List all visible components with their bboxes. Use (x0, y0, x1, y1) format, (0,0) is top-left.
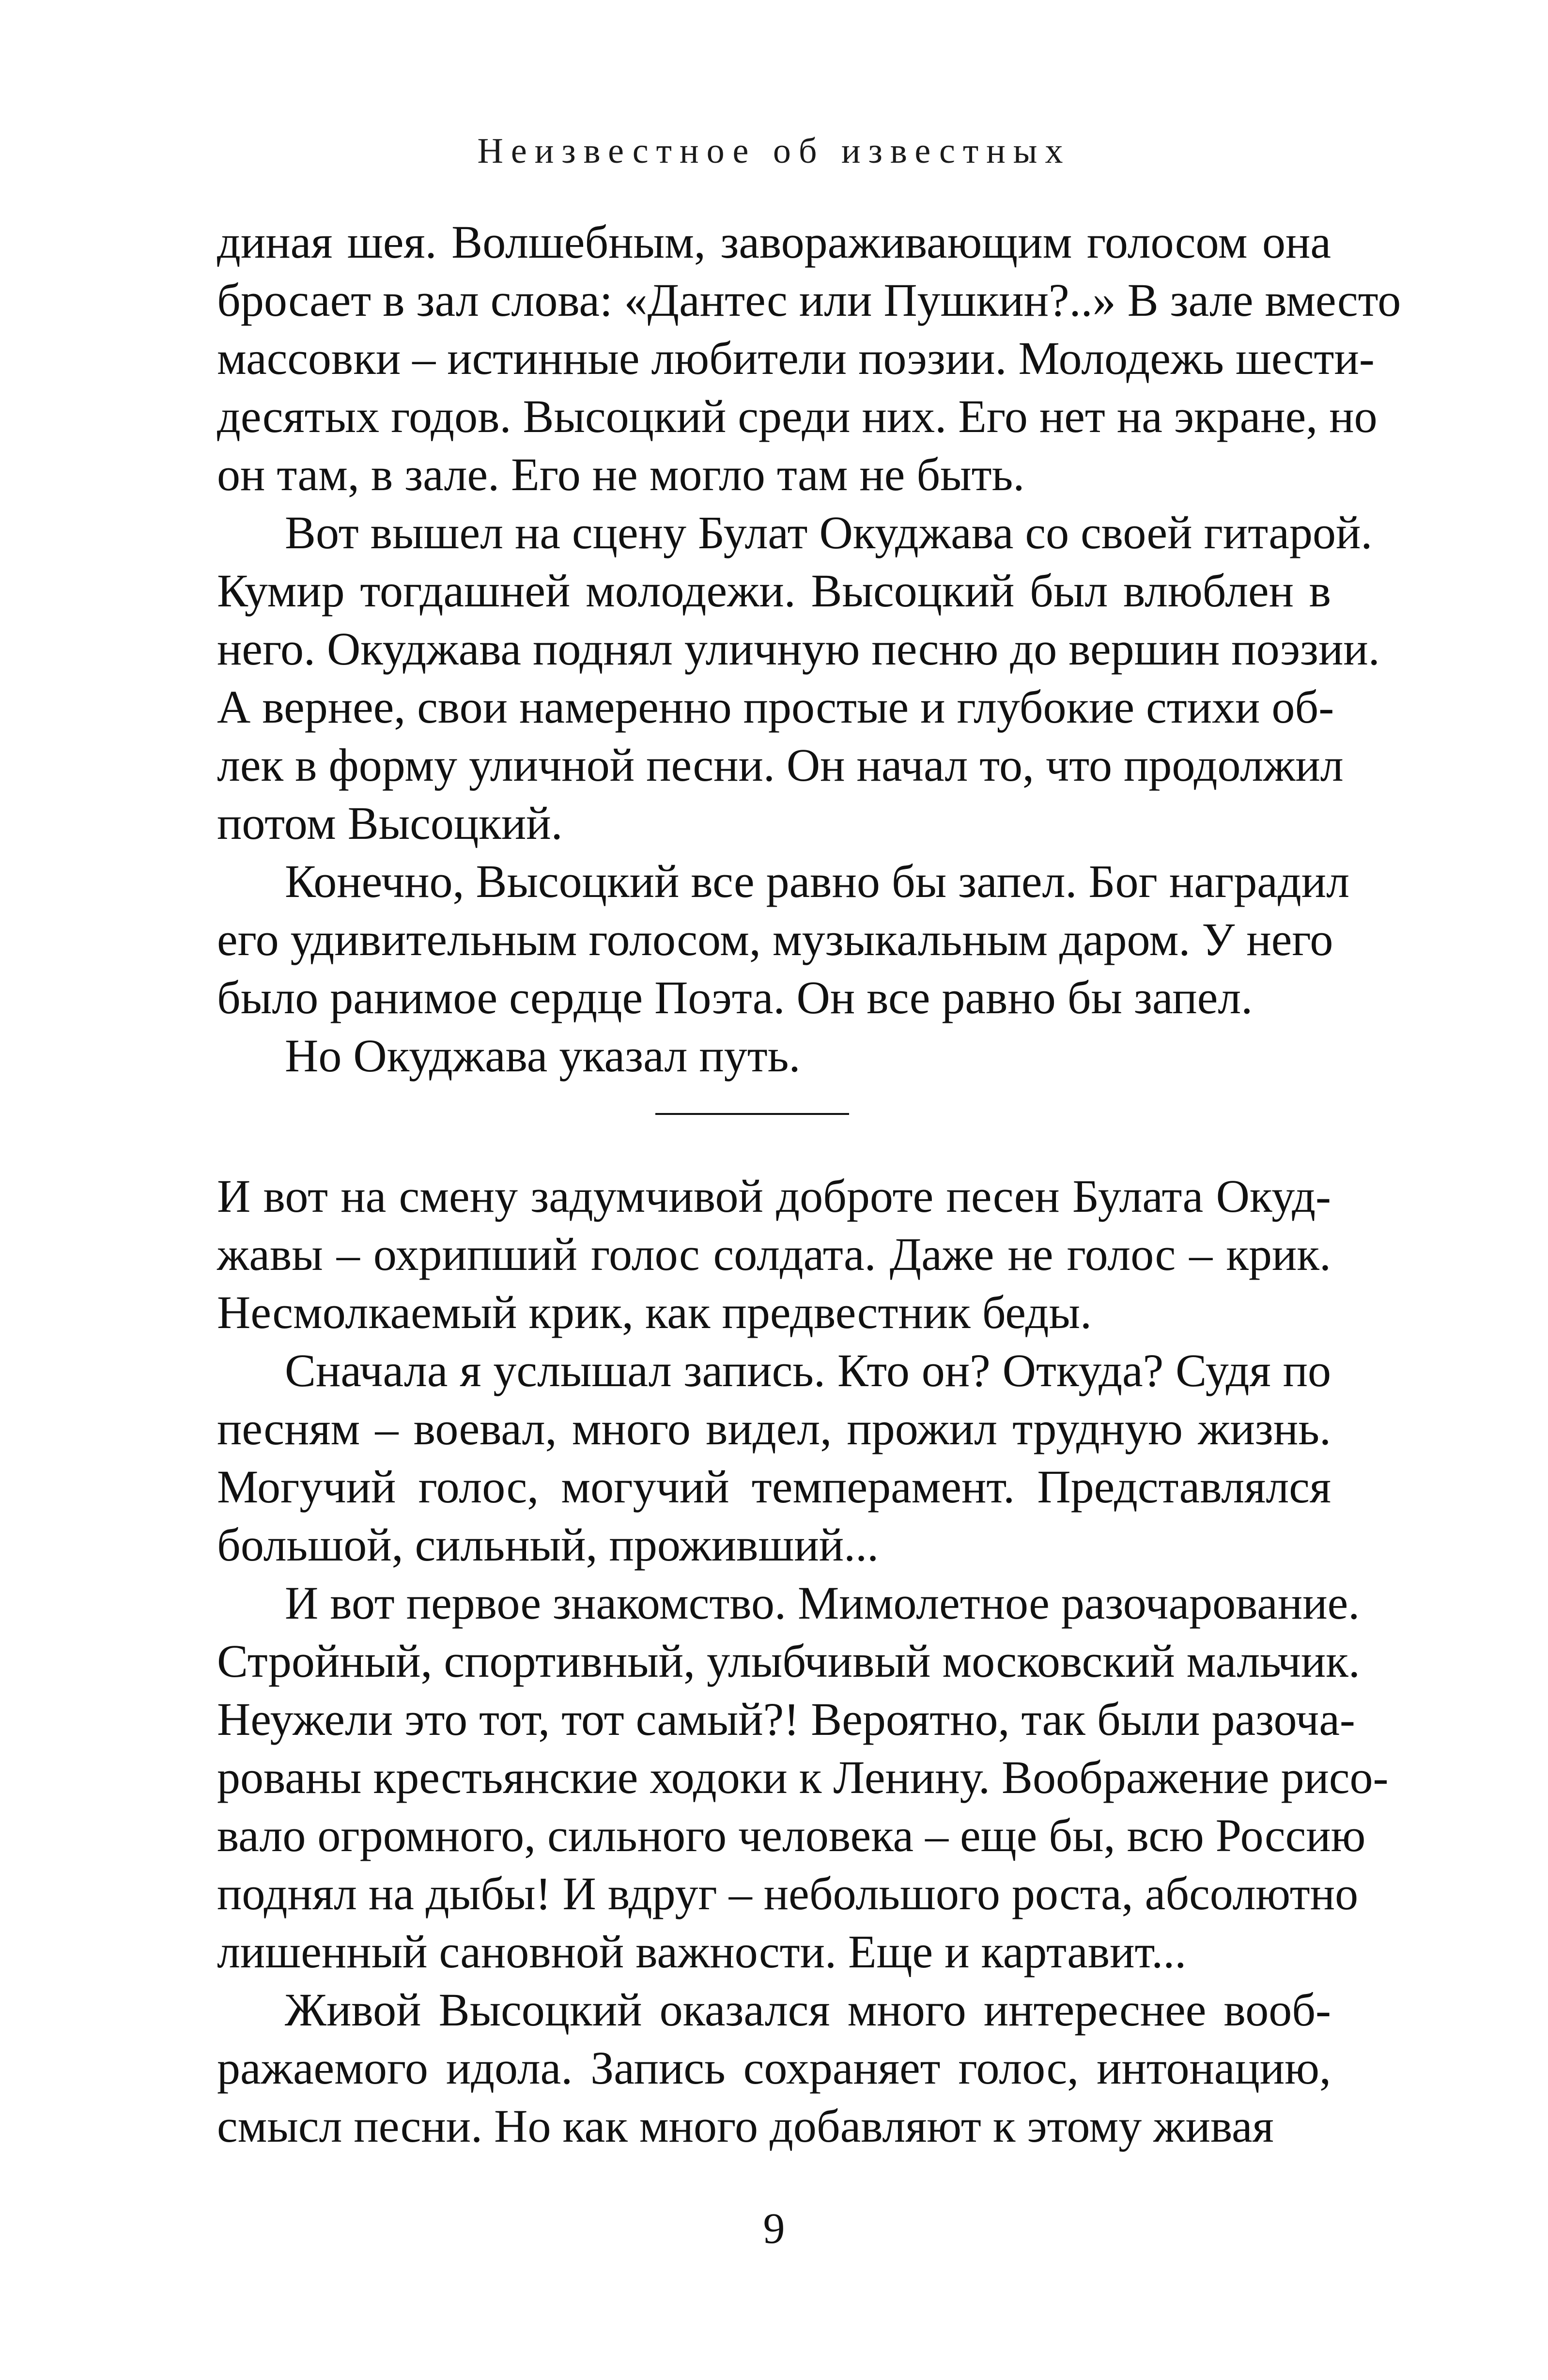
text-line: Но Окуджава указал путь. (285, 1030, 801, 1082)
text-line: десятых годов. Высоцкий среди них. Его нет на экране, но (217, 390, 1378, 442)
text-line: его удивительным голосом, музыкальным даром. У него (217, 913, 1333, 965)
text-line: ражаемого идола. Запись сохраняет голос, интонацию, (217, 2042, 1331, 2094)
text-line: массовки – истинные любители поэзии. Молодежь шести- (217, 332, 1375, 384)
text-line: Живой Высоцкий оказался много интереснее вооб- (285, 1984, 1331, 2036)
text-line: диная шея. Волшебным, завораживающим голосом она (217, 216, 1331, 268)
text-line: Сначала я услышал запись. Кто он? Откуда? Судя по (285, 1345, 1331, 1396)
text-line: Вот вышел на сцену Булат Окуджава со своей гитарой. (285, 507, 1373, 558)
page-number: 9 (763, 2205, 785, 2253)
text-line: Кумир тогдашней молодежи. Высоцкий был влюблен в (217, 565, 1331, 617)
text-line: песням – воевал, много видел, прожил трудную жизнь. (217, 1403, 1331, 1454)
text-line: потом Высоцкий. (217, 797, 563, 849)
section-separator (655, 1113, 849, 1115)
text-section-2 (217, 1167, 1389, 2155)
paragraph (217, 1027, 1331, 1085)
text-section-1 (217, 213, 1401, 1085)
paragraph (217, 1574, 1389, 1981)
text-line: было ранимое сердце Поэта. Он все равно бы запел. (217, 972, 1253, 1023)
text-line: большой, сильный, проживший... (217, 1519, 879, 1571)
text-line: рованы крестьянские ходоки к Ленину. Воображение рисо- (217, 1751, 1389, 1803)
paragraph (217, 1167, 1331, 1342)
text-line: лишенный сановной важности. Еще и картавит... (217, 1926, 1187, 1978)
text-line: А вернее, свои намеренно простые и глубокие стихи об- (217, 681, 1334, 733)
paragraph (217, 1342, 1331, 1574)
text-line: Могучий голос, могучий темперамент. Представлялся (217, 1461, 1331, 1513)
text-line: Конечно, Высоцкий все равно бы запел. Бог наградил (285, 855, 1349, 907)
text-line: И вот на смену задумчивой доброте песен Булата Окуд- (217, 1170, 1331, 1222)
text-line: него. Окуджава поднял уличную песню до вершин поэзии. (217, 623, 1380, 675)
text-line: вало огромного, сильного человека – еще бы, всю Россию (217, 1809, 1366, 1861)
paragraph (217, 504, 1380, 852)
text-line: поднял на дыбы! И вдруг – небольшого роста, абсолютно (217, 1868, 1359, 1919)
running-head: Неизвестное об известных (477, 131, 1071, 171)
paragraph (217, 852, 1349, 1027)
text-line: Несмолкаемый крик, как предвестник беды. (217, 1286, 1092, 1338)
text-line: Неужели это тот, тот самый?! Вероятно, так были разоча- (217, 1693, 1355, 1745)
text-line: И вот первое знакомство. Мимолетное разочарование. (285, 1577, 1360, 1629)
text-line: Стройный, спортивный, улыбчивый московский мальчик. (217, 1635, 1360, 1687)
paragraph (217, 213, 1401, 504)
text-line: жавы – охрипший голос солдата. Даже не голос – крик. (217, 1228, 1331, 1280)
text-line: он там, в зале. Его не могло там не быть. (217, 448, 1025, 500)
text-line: бросает в зал слова: «Дантес или Пушкин?..» В зале вместо (217, 274, 1401, 326)
text-line: смысл песни. Но как много добавляют к этому живая (217, 2100, 1274, 2152)
paragraph (217, 1981, 1331, 2155)
text-line: лек в форму уличной песни. Он начал то, что продолжил (217, 739, 1344, 791)
